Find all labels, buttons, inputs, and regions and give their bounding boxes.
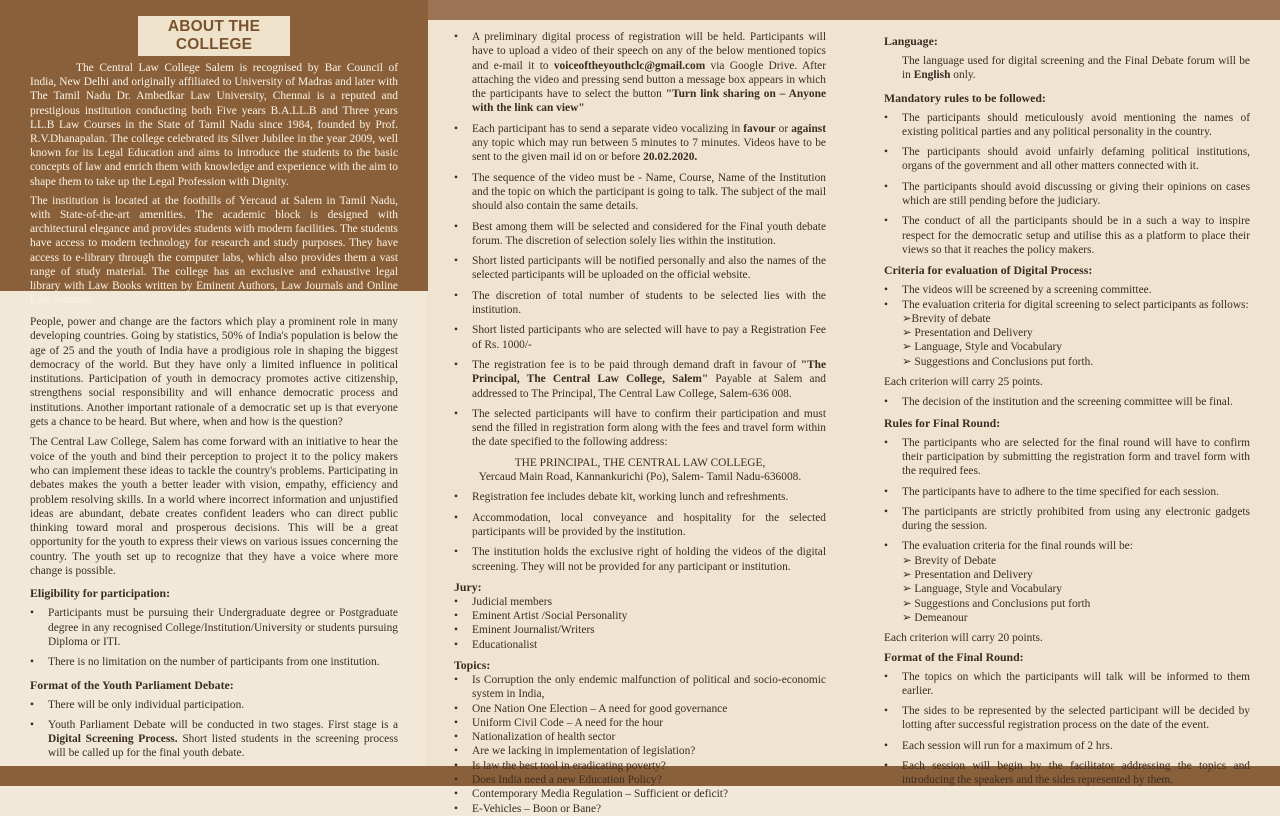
language-title: Language:	[884, 34, 938, 48]
process-list-2	[454, 490, 826, 573]
list-item: • Contemporary Media Regulation – Sufficient or deficit?	[454, 787, 826, 801]
deadline-date: 20.02.2020.	[643, 151, 698, 164]
list-item: • Nationalization of health sector	[454, 730, 826, 744]
intro-section	[0, 291, 428, 761]
language-text	[902, 54, 1250, 83]
final-sub-item: ➢ Brevity of Debate	[902, 554, 996, 567]
list-item: • Best among them will be selected and considered for the Final youth debate forum. The discretion of selection solely lies within the institution.	[454, 220, 826, 249]
list-item	[454, 122, 826, 165]
criteria-sub-item: ➢Brevity of debate	[902, 312, 991, 325]
criteria-sub-item: ➢ Language, Style and Vocabulary	[902, 341, 1063, 354]
list-item: • The participants should avoid discussing or giving their opinions on cases which are still pending before the judiciary.	[884, 180, 1250, 209]
format-text: Youth Parliament Debate will be conducted in two stages. First stage is a	[48, 718, 398, 731]
list-item	[454, 30, 826, 116]
process-text: via Google Drive. After attaching the video and pressing send button a message box appears in which the participants have to select the button	[472, 59, 826, 101]
payee-name: "The Principal, The Central Law College, Salem"	[472, 358, 826, 386]
list-item: • Judicial members	[454, 595, 826, 609]
about-heading: ABOUT THE COLLEGE	[138, 16, 290, 56]
list-item: • Each session will begin by the facilitator addressing the topics and introducing the speakers and the sides represented by them.	[884, 759, 1250, 788]
list-item: • Each session will run for a maximum of 2 hrs.	[884, 739, 1250, 753]
about-box	[0, 0, 428, 307]
format-final-list	[884, 670, 1250, 788]
process-text: Each participant has to send a separate video vocalizing in	[472, 122, 744, 135]
list-item: • The participants have to adhere to the time specified for each session.	[884, 485, 1250, 499]
list-item: • Educationalist	[454, 638, 826, 652]
language-text-part: The language used for digital screening and the Final Debate forum will be in	[902, 55, 1250, 82]
format-text: Short listed students in the screening process will be called up for the final youth debate.	[48, 733, 399, 760]
postal-address	[454, 456, 826, 485]
list-item: • Short listed participants will be notified personally and also the names of the selected participants will be uploaded on the official website.	[454, 254, 826, 283]
list-item: • Is Corruption the only endemic malfunction of political and socio-economic system in India,	[454, 673, 826, 702]
eligibility-list	[30, 606, 398, 669]
list-item: • The institution holds the exclusive right of holding the videos of the digital screening. They will not be provided for any participant or institution.	[454, 545, 826, 574]
criteria-list	[884, 283, 1250, 312]
list-item: • Participants must be pursuing their Undergraduate degree or Postgraduate degree in any recognised College/Institution/University or students pursuing Diploma or ITI.	[30, 606, 398, 649]
link-sharing-text: "Turn link sharing on – Anyone with the link can view"	[472, 88, 826, 115]
top-strip	[426, 0, 1280, 20]
column-process	[426, 20, 854, 816]
final-rules-list	[884, 436, 1250, 554]
list-item: • E-Vehicles – Boon or Bane?	[454, 802, 826, 816]
final-sub-item: ➢ Demeanour	[902, 611, 968, 624]
intro-paragraph-2: The Central Law College, Salem has come forward with an initiative to hear the voice of the youth and bind their perception to project it to the policy makers who can implement these ideas to tackle the country's problems. Participating in debates makes the youth a better leader with vision, empathy, efficiency and problem resolving skills. In a world where incorrect information and unjustified ideas are abundant, debate creates confident leaders who can direct public thinking toward moral and prosperous decisions. This will be a great opportunity for the youth to express their views on various issues concerning the country. The youth set up to recognize that they have a voice where more change is possible.	[30, 436, 398, 578]
final-marks: Each criterion will carry 20 points.	[884, 632, 1043, 645]
language-english: English	[913, 69, 951, 82]
final-rules-title: Rules for Final Round:	[884, 415, 1001, 430]
list-item: • Does India need a new Education Policy?	[454, 773, 826, 787]
list-item: • Eminent Artist /Social Personality	[454, 609, 826, 623]
process-list	[454, 30, 826, 450]
list-item: • Are we lacking in implementation of legislation?	[454, 744, 826, 758]
criteria-decision-list	[884, 395, 1250, 409]
list-item: • Registration fee includes debate kit, working lunch and refreshments.	[454, 490, 826, 504]
topics-title: Topics:	[454, 657, 491, 672]
list-item: • The evaluation criteria for digital screening to select participants as follows:	[884, 298, 1250, 312]
jury-title: Jury:	[454, 579, 482, 594]
list-item: • There will be only individual participation.	[30, 698, 398, 712]
topics-list	[454, 673, 826, 816]
format-bold-text: Digital Screening Process.	[48, 733, 178, 746]
criteria-sub-item: ➢ Suggestions and Conclusions put forth.	[902, 355, 1094, 368]
language-text-part: only.	[950, 69, 976, 82]
list-item: • The sequence of the video must be - Name, Course, Name of the Institution and the topic on which the participant is going to talk. The subject of the mail should also contain the same details.	[454, 171, 826, 214]
format-title: Format of the Youth Parliament Debate:	[30, 677, 234, 692]
column-about	[0, 0, 428, 767]
criteria-marks: Each criterion will carry 25 points.	[884, 376, 1043, 389]
email-address: voiceoftheyouthclc@gmail.com	[553, 59, 706, 72]
process-text: or	[775, 122, 792, 135]
list-item: • The discretion of total number of students to be selected lies with the institution.	[454, 289, 826, 318]
list-item	[454, 358, 826, 401]
process-text: Payable at Salem and addressed to The Principal, The Central Law College, Salem-636 008.	[472, 373, 827, 400]
list-item: • The participants should avoid unfairly defaming political institutions, organs of the government and all other matters connected with it.	[884, 145, 1250, 174]
address-line-2: Yercaud Main Road, Kannankurichi (Po), Salem- Tamil Nadu-636008.	[478, 471, 802, 484]
list-item: • The evaluation criteria for the final rounds will be:	[884, 539, 1250, 553]
list-item: • The participants should meticulously avoid mentioning the names of existing political parties and any political personality in the country.	[884, 111, 1250, 140]
jury-list	[454, 595, 826, 652]
intro-paragraph-1: People, power and change are the factors which play a prominent role in many developing countries. Going by statistics, 50% of India's population is below the age of 25 and the youth of India have a prodigious role in shaping the biggest democracy of the world. But they have only a limited influence in political institutions. Participation of youth in democracy promotes active citizenship, strengthens social responsibility and will enhance democratic process and institutions. Another important rationale of a democratic set up is that everyone gets a chance to be heard. But where, when and how is the question?	[30, 316, 398, 429]
list-item: • Is law the best tool in eradicating poverty?	[454, 759, 826, 773]
list-item: • The conduct of all the participants should be in a such a way to inspire respect for the democratic setup and utilise this as a platform to place their views so that it reaches the policy makers.	[884, 214, 1250, 257]
final-sub-item: ➢ Suggestions and Conclusions put forth	[902, 597, 1091, 610]
address-line-1: THE PRINCIPAL, THE CENTRAL LAW COLLEGE,	[514, 456, 766, 469]
list-item: • Eminent Journalist/Writers	[454, 623, 826, 637]
eligibility-title: Eligibility for participation:	[30, 586, 171, 601]
list-item: • The sides to be represented by the selected participant will be decided by lotting after successful registration process on the date of the event.	[884, 704, 1250, 733]
list-item: • One Nation One Election – A need for good governance	[454, 702, 826, 716]
list-item	[30, 718, 398, 761]
list-item: • The videos will be screened by a screening committee.	[884, 283, 1250, 297]
favour-text: favour	[743, 122, 776, 135]
list-item: • The selected participants will have to confirm their participation and must send the filled in registration form along with the fees and travel form within the date specified to the following address:	[454, 407, 826, 450]
criteria-title: Criteria for evaluation of Digital Process:	[884, 263, 1093, 278]
mandatory-list	[884, 111, 1250, 258]
format-final-title: Format of the Final Round:	[884, 649, 1024, 664]
list-item: • Short listed participants who are selected will have to pay a Registration Fee of Rs. 1000/-	[454, 323, 826, 352]
process-text: The registration fee is to be paid through demand draft in favour of	[472, 358, 801, 371]
list-item: • The topics on which the participants will talk will be informed to them earlier.	[884, 670, 1250, 699]
list-item: • The participants who are selected for the final round will have to confirm their participation by submitting the registration form and travel form with the required fees.	[884, 436, 1250, 479]
column-rules	[854, 20, 1280, 794]
criteria-sub-item: ➢ Presentation and Delivery	[902, 327, 1033, 340]
list-item: • Uniform Civil Code – A need for the hour	[454, 716, 826, 730]
against-text: against	[791, 122, 827, 135]
process-text: any topic which may run between 5 minutes to 7 minutes. Videos have to be sent to the given mail id on or before	[472, 137, 826, 164]
final-sub-item: ➢ Presentation and Delivery	[902, 569, 1033, 582]
process-text: A preliminary digital process of registration will be held. Participants will have to upload a video of their speech on any of the below mentioned topics and e-mail it to	[472, 31, 826, 72]
list-item: • The decision of the institution and the screening committee will be final.	[884, 395, 1250, 409]
about-paragraph-2: The institution is located at the foothills of Yercaud at Salem in Tamil Nadu, with State-of-the-art amenities. The academic block is designed with architectural elegance and provides students with modern facilities. The students have access to modern technology for research and study purposes. They have access to e-library through the computer labs, which also provides them a vast range of study material. The college has an exclusive and exhaustive legal library with Law Books written by Eminent Authors, Law Journals and Online Law Journals.	[30, 194, 398, 307]
about-paragraph-1: The Central Law College Salem is recognised by Bar Council of India, New Delhi and originally affiliated to University of Madras and later with The Tamil Nadu Dr. Ambedkar Law University, Chennai is a reputed and prestigious institution conducting both Five years B.A.LL.B and Three years LL.B Law Courses in the State of Tamil Nadu since 1984, founded by Prof. R.V.Dhanapalan. The college celebrated its Silver Jubilee in the year 2009, well known for its Legal Education and aims to introduce the students to the basic concepts of law and enrich them with knowledge and experience with the aim to shape them to take up the Legal Profession with Dignity.	[30, 62, 398, 188]
format-list	[30, 698, 398, 761]
final-sub-item: ➢ Language, Style and Vocabulary	[902, 583, 1063, 596]
list-item: • The participants are strictly prohibited from using any electronic gadgets during the session.	[884, 505, 1250, 534]
list-item: • There is no limitation on the number of participants from one institution.	[30, 655, 398, 669]
list-item: • Accommodation, local conveyance and hospitality for the selected participants will be provided by the institution.	[454, 511, 826, 540]
mandatory-title: Mandatory rules to be followed:	[884, 90, 1046, 105]
